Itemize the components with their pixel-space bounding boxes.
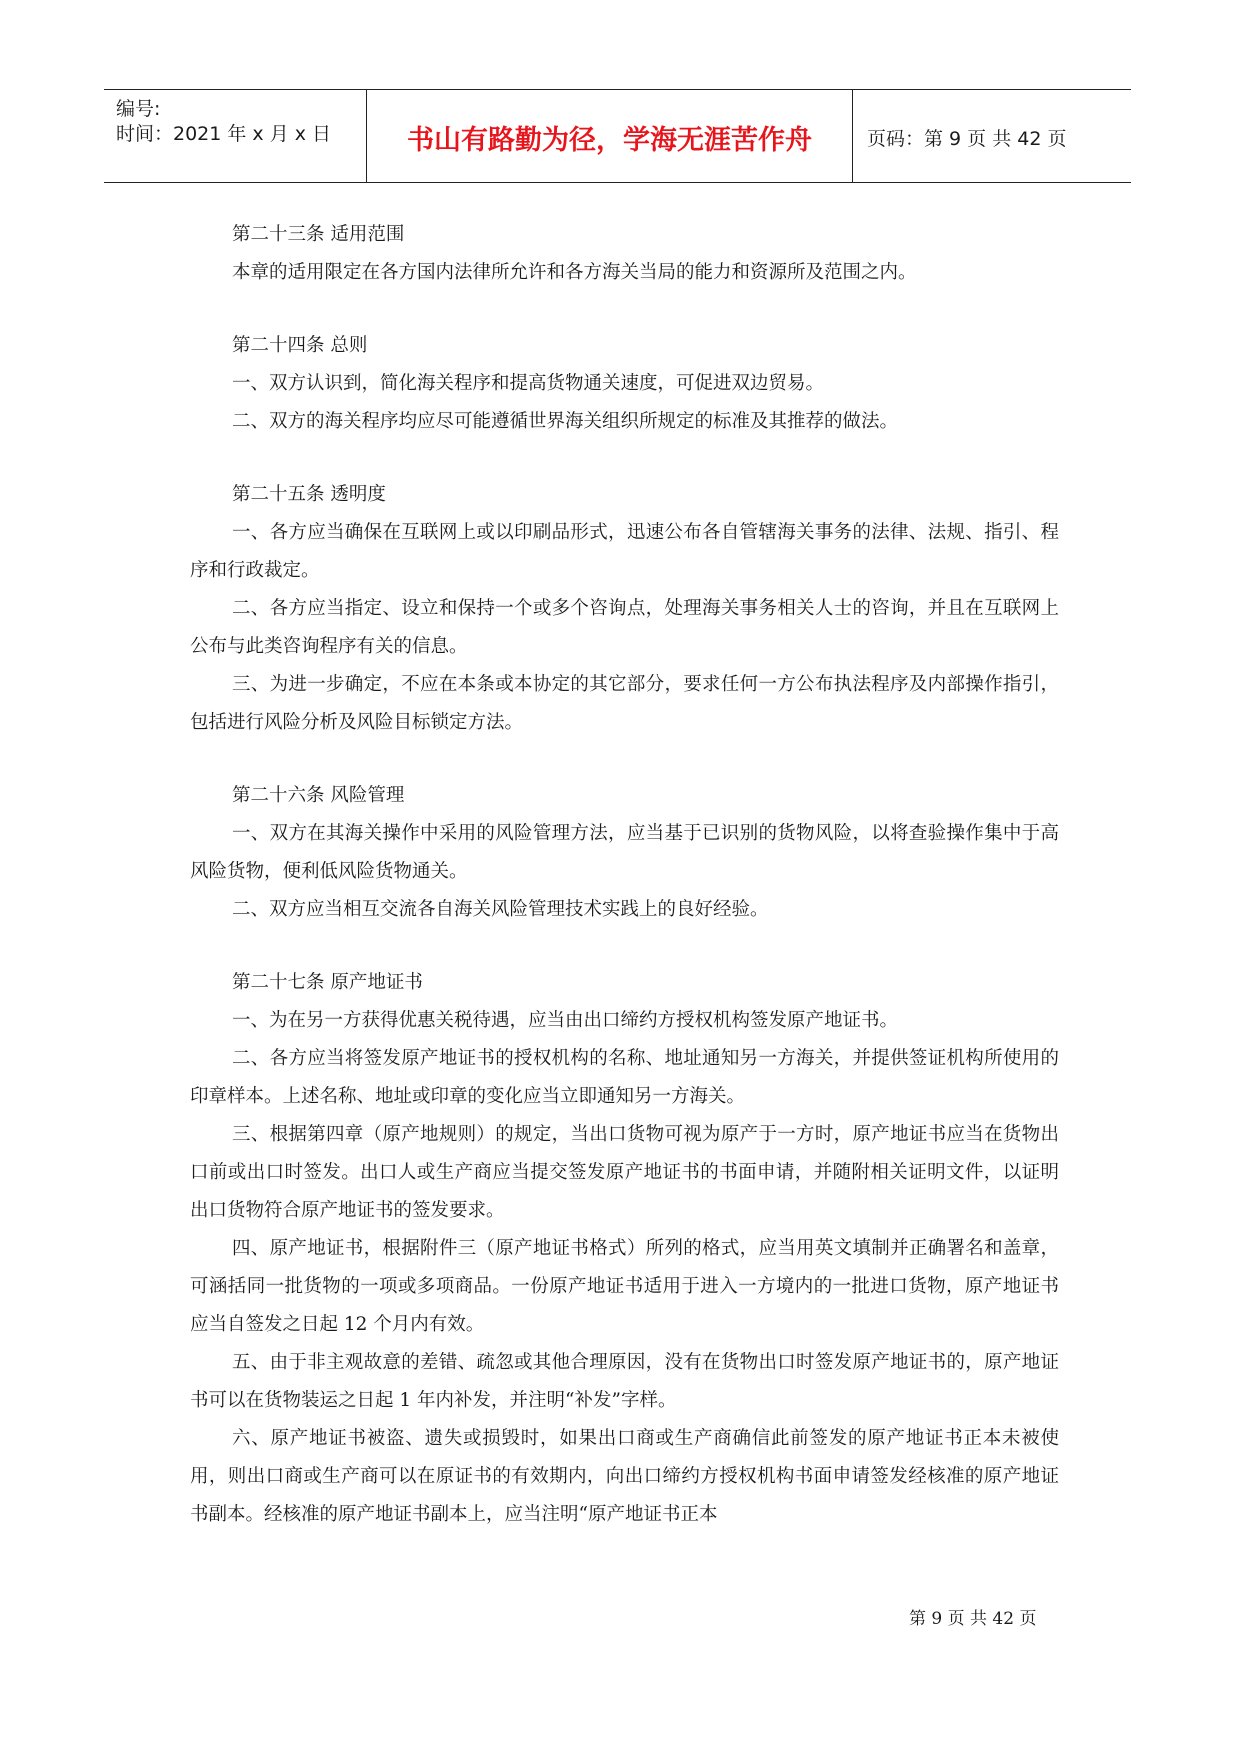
article-paragraph: 二、各方应当将签发原产地证书的授权机构的名称、地址通知另一方海关，并提供签证机构所使用的印章样本。上述名称、地址或印章的变化应当立即通知另一方海关。	[190, 1048, 1059, 1107]
article-paragraph: 六、原产地证书被盗、遗失或损毁时，如果出口商或生产商确信此前签发的原产地证书正本未被使用，则出口商或生产商可以在原证书的有效期内，向出口缔约方授权机构书面申请签发经核准的原产地证书副本。经核准的原产地证书副本上，应当注明“原产地证书正本	[190, 1428, 1059, 1525]
page-header	[104, 89, 1131, 183]
article-paragraph: 一、为在另一方获得优惠关税待遇，应当由出口缔约方授权机构签发原产地证书。	[232, 1010, 899, 1031]
article-24	[190, 327, 1059, 441]
article-paragraph: 二、双方的海关程序均应尽可能遵循世界海关组织所规定的标准及其推荐的做法。	[232, 411, 899, 432]
article-heading: 第二十七条 原产地证书	[232, 972, 423, 993]
article-heading: 第二十三条 适用范围	[232, 224, 405, 245]
article-paragraph: 二、双方应当相互交流各自海关风险管理技术实践上的良好经验。	[232, 899, 769, 920]
document-body	[190, 216, 1059, 1569]
article-paragraph: 四、原产地证书，根据附件三（原产地证书格式）所列的格式，应当用英文填制并正确署名和盖章，可涵括同一批货物的一项或多项商品。一份原产地证书适用于进入一方境内的一批进口货物，原产地证书应当自签发之日起 12 个月内有效。	[190, 1238, 1059, 1335]
header-motto: 书山有路勤为径，学海无涯苦作舟	[407, 125, 812, 156]
article-heading: 第二十五条 透明度	[232, 484, 386, 505]
article-paragraph: 三、根据第四章（原产地规则）的规定，当出口货物可视为原产于一方时，原产地证书应当在货物出口前或出口时签发。出口人或生产商应当提交签发原产地证书的书面申请，并随附相关证明文件，以证明出口货物符合原产地证书的签发要求。	[190, 1124, 1059, 1221]
article-paragraph: 本章的适用限定在各方国内法律所允许和各方海关当局的能力和资源所及范围之内。	[232, 262, 917, 283]
article-paragraph: 一、双方认识到，简化海关程序和提高货物通关速度，可促进双边贸易。	[232, 373, 825, 394]
article-heading: 第二十四条 总则	[232, 335, 368, 356]
article-25	[190, 476, 1059, 742]
article-paragraph: 一、双方在其海关操作中采用的风险管理方法，应当基于已识别的货物风险，以将查验操作集中于高风险货物，便利低风险货物通关。	[190, 823, 1059, 882]
article-27	[190, 964, 1059, 1534]
article-26	[190, 777, 1059, 929]
header-page-info: 页码：第 9 页 共 42 页	[867, 128, 1067, 150]
header-left-cell	[104, 90, 366, 182]
article-heading: 第二十六条 风险管理	[232, 785, 405, 806]
header-right-cell	[853, 90, 1131, 182]
document-time-label: 时间：2021 年 x 月 x 日	[116, 123, 332, 145]
document-number-label: 编号:	[116, 98, 161, 120]
header-middle-cell	[366, 90, 853, 182]
article-paragraph: 五、由于非主观故意的差错、疏忽或其他合理原因，没有在货物出口时签发原产地证书的，原产地证书可以在货物装运之日起 1 年内补发，并注明“补发”字样。	[190, 1352, 1059, 1411]
article-paragraph: 二、各方应当指定、设立和保持一个或多个咨询点，处理海关事务相关人士的咨询，并且在互联网上公布与此类咨询程序有关的信息。	[190, 598, 1059, 657]
article-paragraph: 三、为进一步确定，不应在本条或本协定的其它部分，要求任何一方公布执法程序及内部操作指引，包括进行风险分析及风险目标锁定方法。	[190, 674, 1059, 733]
page-footer: 第 9 页 共 42 页	[909, 1609, 1037, 1629]
article-paragraph: 一、各方应当确保在互联网上或以印刷品形式，迅速公布各自管辖海关事务的法律、法规、指引、程序和行政裁定。	[190, 522, 1059, 581]
article-23	[190, 216, 1059, 292]
